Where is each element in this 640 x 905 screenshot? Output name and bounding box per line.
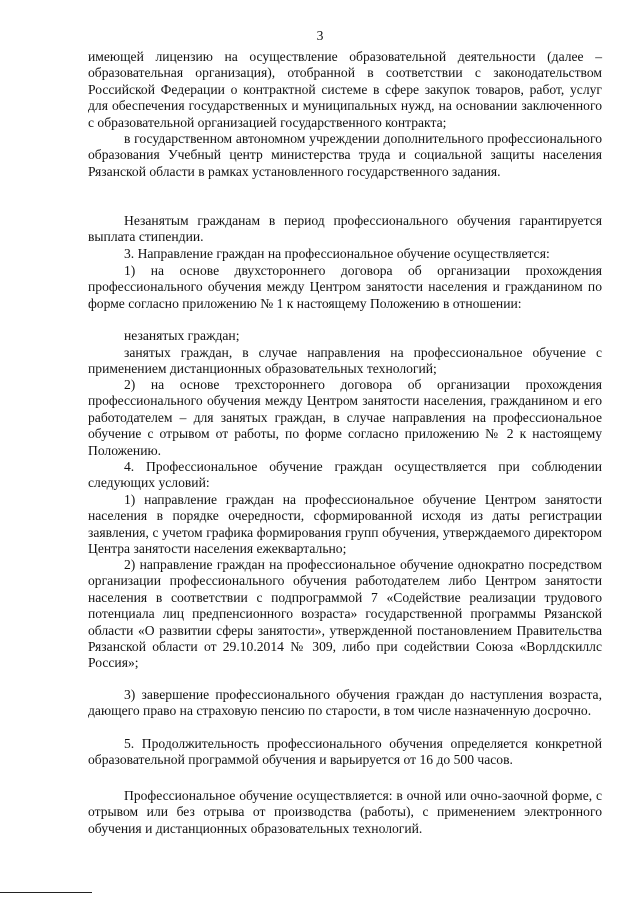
- paragraph-item-3-1: 1) на основе двухстороннего договора об организации прохождения профессионального обучения между Центром занятости населения и гражданином по форме согласно приложению № 1 к настоящему Положению в отношении:: [88, 263, 602, 311]
- paragraph-item-4: 4. Профессиональное обучение граждан осуществляется при соблюдении следующих условий:: [88, 459, 602, 491]
- paragraph-item-4-3: 3) завершение профессионального обучения граждан до наступления возраста, дающего право на страховую пенсию по старости, в том числе назначенную досрочно.: [88, 687, 602, 719]
- paragraph-item-3-2: 2) на основе трехстороннего договора об организации прохождения профессионального обучения между Центром занятости населения, гражданином и его работодателем – для занятых граждан, в случае направления на профессиональное обучение с отрывом от работы, по форме согласно приложению № 2 к настоящему Положению.: [88, 377, 602, 458]
- paragraph-licensed-organization: имеющей лицензию на осуществление образовательной деятельности (далее – образовательная организация), отобранной в соответствии с законодательством Российской Федерации о контрактной системе в сфере закупок товаров, работ, услуг для обеспечения государственных и муниципальных нужд, на основании заключенного с образовательной организацией государственного контракта;: [88, 49, 602, 130]
- paragraph-item-3: 3. Направление граждан на профессиональное обучение осуществляется:: [124, 246, 550, 261]
- paragraph-training-forms: Профессиональное обучение осуществляется: в очной или очно-заочной форме, с отрывом или без отрыва от производства (работы), с применением электронного обучения и дистанционных образовательных технологий.: [88, 788, 602, 836]
- paragraph-training-center: в государственном автономном учреждении дополнительного профессионального образования Учебный центр министерства труда и социальной защиты населения Рязанской области в рамках установленного государственного задания.: [88, 131, 602, 179]
- paragraph-unemployed: незанятых граждан;: [124, 328, 240, 343]
- paragraph-employed-remote: занятых граждан, в случае направления на профессиональное обучение с применением дистанционных образовательных технологий;: [88, 345, 602, 377]
- page-number: 3: [316, 28, 324, 43]
- paragraph-item-5: 5. Продолжительность профессионального обучения определяется конкретной образовательной программой обучения и варьируется от 16 до 500 часов.: [88, 736, 602, 768]
- paragraph-stipend: Незанятым гражданам в период профессионального обучения гарантируется выплата стипендии.: [88, 213, 602, 245]
- footnote-divider: [0, 892, 92, 893]
- paragraph-item-4-1: 1) направление граждан на профессиональное обучение Центром занятости населения в порядке очередности, сформированной исходя из даты регистрации заявления, с учетом графика формирования групп обучения, утверждаемого директором Центра занятости населения ежеквартально;: [88, 492, 602, 557]
- paragraph-item-4-2: 2) направление граждан на профессиональное обучение однократно посредством организации профессионального обучения работодателем либо Центром занятости населения в соответствии с подпрограммой 7 «Содействие реализации трудового потенциала лиц предпенсионного возраста» государственной программы Рязанской области «О развитии сферы занятости», утвержденной постановлением Правительства Рязанской области от 29.10.2014 № 309, либо при содействии Союза «Ворлдскиллс Россия»;: [88, 557, 602, 671]
